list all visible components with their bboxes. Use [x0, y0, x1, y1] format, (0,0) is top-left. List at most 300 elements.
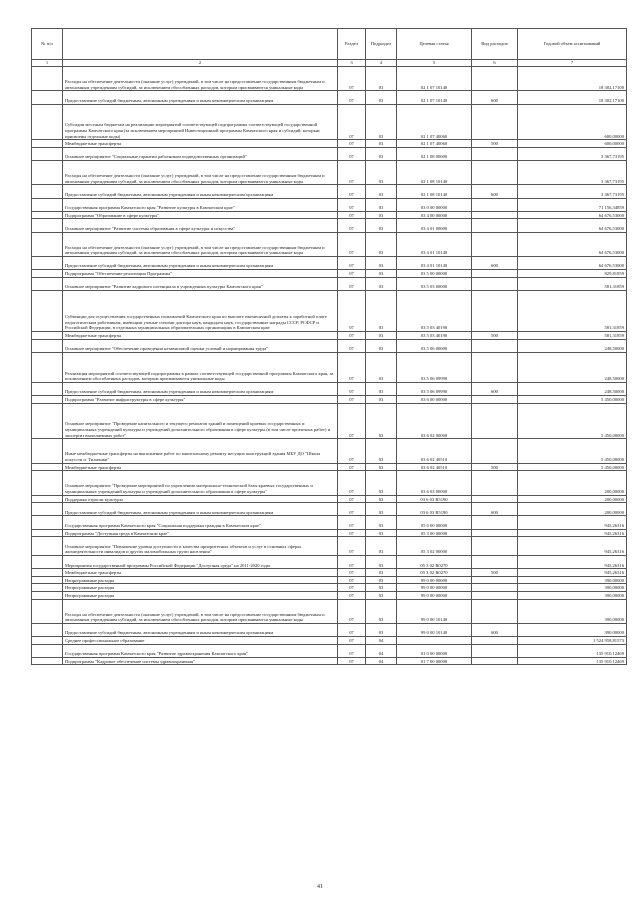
row-number-cell	[32, 67, 63, 91]
table-row	[32, 516, 627, 529]
header-number: № п/п	[32, 29, 63, 60]
expense-type-cell	[472, 657, 518, 665]
target-article-cell	[397, 637, 472, 645]
expense-name-cell: Субсидии местным бюджетам на реализацию мероприятий соответствующей подпрограммы соответствующей государственной программы Камчатского края (за исключением мероприятий Инвестиционной программы Камчатского края и субсидий, которым присвоены отдельные коды)	[63, 104, 338, 140]
section-code-cell: 07	[338, 352, 366, 382]
section-code-cell: 07	[338, 198, 366, 211]
target-article-cell: 01 7 00 00000	[397, 657, 472, 665]
table-row	[32, 104, 627, 140]
amount-cell: 248,50000	[518, 352, 627, 382]
expense-name-cell: Непрограммные расходы	[63, 591, 338, 599]
amount-cell: 390,00000	[518, 584, 627, 592]
table-row	[32, 495, 627, 503]
expense-type-cell	[472, 270, 518, 278]
target-article-cell: 02 1 07 40060	[397, 140, 472, 148]
expense-type-cell: 600	[472, 382, 518, 395]
expense-name-cell: Предоставление субсидий бюджетным, автономным учреждениям и иным некоммерческим организациям	[63, 91, 338, 104]
amount-cell: 18 302,17100	[518, 91, 627, 104]
amount-cell: 5 450,00000	[518, 439, 627, 463]
column-number: 2	[63, 60, 338, 67]
row-number-cell	[32, 623, 63, 636]
header-expense-type: Вид расходов	[472, 29, 518, 60]
target-article-cell: 03 4 01 10140	[397, 256, 472, 269]
target-article-cell: 03 4 01 10140	[397, 232, 472, 256]
table-header-row	[32, 29, 627, 60]
target-article-cell: 03 6 03 R5190	[397, 495, 472, 503]
expense-name-cell: Основное мероприятие "Обеспечение проведения независимой оценки условий и нормирования труда"	[63, 339, 338, 352]
section-code-cell: 07	[338, 471, 366, 495]
expense-type-cell	[472, 277, 518, 290]
expense-name-cell: Государственная программа Камчатского края "Развитие здравоохранения Камчатского края"	[63, 644, 338, 657]
row-number-cell	[32, 657, 63, 665]
header-subsection: Подраздел	[366, 29, 397, 60]
amount-cell: 581,31859	[518, 332, 627, 340]
subsection-code-cell: 03	[366, 339, 397, 352]
expense-type-cell	[472, 644, 518, 657]
column-number-row	[32, 60, 627, 67]
expense-name-cell: Государственная программа Камчатского края "Развитие культуры в Камчатском крае"	[63, 198, 338, 211]
target-article-cell: 03 5 03 40190	[397, 290, 472, 331]
subsection-code-cell: 03	[366, 495, 397, 503]
amount-cell: 945,26316	[518, 569, 627, 577]
target-article-cell: 99 0 00 10140	[397, 623, 472, 636]
expense-name-cell: Расходы на обеспечение деятельности (оказание услуг) учреждений, в том числе на предоставление государственным бюджетным и автономным учреждениям субсидий, за исключением обособленных расходов, которым присваиваются уникальные коды	[63, 232, 338, 256]
subsection-code-cell: 03	[366, 147, 397, 160]
expense-name-cell: Подпрограмма "Кадровое обеспечение системы здравоохранения"	[63, 657, 338, 665]
column-number: 1	[32, 60, 63, 67]
expense-type-cell	[472, 555, 518, 568]
target-article-cell: 05 3 02 00000	[397, 537, 472, 556]
subsection-code-cell: 03	[366, 555, 397, 568]
expense-name-cell: Предоставление субсидий бюджетным, автономным учреждениям и иным некоммерческим организациям	[63, 382, 338, 395]
target-article-cell: 03 6 03 R5190	[397, 503, 472, 516]
row-number-cell	[32, 584, 63, 592]
target-article-cell: 05 3 02 R0270	[397, 555, 472, 568]
subsection-code-cell: 04	[366, 644, 397, 657]
table-row	[32, 569, 627, 577]
section-code-cell: 07	[338, 463, 366, 471]
row-number-cell	[32, 439, 63, 463]
amount-cell: 3 367,73195	[518, 185, 627, 198]
row-number-cell	[32, 591, 63, 599]
table-row	[32, 503, 627, 516]
expense-name-cell: Субвенции для осуществления государственных полномочий Камчатского края по выплате ежемесячной доплаты к заработной плате педагогическим работникам, имеющим ученые степени доктора наук, кандидата наук, государственные награды СССР, РСФСР и Российской Федерации, в отдельных муниципальных образовательных организациях в Камчатском крае	[63, 290, 338, 331]
table-row	[32, 147, 627, 160]
table-row	[32, 339, 627, 352]
table-row	[32, 290, 627, 331]
row-number-cell	[32, 104, 63, 140]
table-row	[32, 277, 627, 290]
section-code-cell: 07	[338, 277, 366, 290]
expense-type-cell: 600	[472, 185, 518, 198]
row-number-cell	[32, 396, 63, 404]
subsection-code-cell: 03	[366, 185, 397, 198]
table-row	[32, 232, 627, 256]
table-row	[32, 657, 627, 665]
amount-cell: 64 676,53000	[518, 219, 627, 232]
table-row	[32, 382, 627, 395]
target-article-cell: 99 0 00 10140	[397, 599, 472, 623]
section-code-cell: 07	[338, 637, 366, 645]
amount-cell: 581,31859	[518, 277, 627, 290]
section-code-cell: 07	[338, 591, 366, 599]
section-code-cell: 07	[338, 657, 366, 665]
expense-name-cell: Среднее профессиональное образование	[63, 637, 338, 645]
expense-name-cell: Подпрограмма "Образование в сфере культуры"	[63, 211, 338, 219]
target-article-cell: 99 0 00 00000	[397, 584, 472, 592]
expense-type-cell	[472, 516, 518, 529]
section-code-cell: 07	[338, 211, 366, 219]
subsection-code-cell: 03	[366, 576, 397, 584]
subsection-code-cell: 03	[366, 270, 397, 278]
amount-cell: 600,00000	[518, 140, 627, 148]
table-row	[32, 403, 627, 439]
subsection-code-cell: 04	[366, 657, 397, 665]
table-row	[32, 623, 627, 636]
table-row	[32, 198, 627, 211]
amount-cell: 200,00000	[518, 471, 627, 495]
section-code-cell: 07	[338, 339, 366, 352]
table-row	[32, 67, 627, 91]
subsection-code-cell: 03	[366, 591, 397, 599]
header-section: Раздел	[338, 29, 366, 60]
subsection-code-cell: 03	[366, 599, 397, 623]
expense-type-cell: 600	[472, 256, 518, 269]
subsection-code-cell: 03	[366, 396, 397, 404]
subsection-code-cell: 03	[366, 471, 397, 495]
table-body	[32, 67, 627, 665]
expense-name-cell: Межбюджетные трансферты	[63, 569, 338, 577]
section-code-cell: 07	[338, 232, 366, 256]
row-number-cell	[32, 160, 63, 184]
subsection-code-cell: 03	[366, 352, 397, 382]
section-code-cell: 07	[338, 140, 366, 148]
row-number-cell	[32, 219, 63, 232]
table-row	[32, 352, 627, 382]
table-row	[32, 270, 627, 278]
expense-name-cell: Иные межбюджетные трансферты на выполнение работ по капитальному ремонту несущих конструкций здания МБУ ДО "Школа искусств п. Тиличики"	[63, 439, 338, 463]
target-article-cell: 03 6 02 40510	[397, 439, 472, 463]
subsection-code-cell: 03	[366, 219, 397, 232]
section-code-cell: 07	[338, 91, 366, 104]
expense-name-cell: Непрограммные расходы	[63, 584, 338, 592]
target-article-cell: 03 5 00 00000	[397, 270, 472, 278]
section-code-cell: 07	[338, 623, 366, 636]
target-article-cell: 03 6 03 00000	[397, 471, 472, 495]
target-article-cell: 03 5 03 00000	[397, 277, 472, 290]
target-article-cell: 03 6 02 40510	[397, 463, 472, 471]
table-row	[32, 439, 627, 463]
row-number-cell	[32, 644, 63, 657]
row-number-cell	[32, 503, 63, 516]
subsection-code-cell: 03	[366, 160, 397, 184]
expense-name-cell: Основное мероприятие "Развитие системы образования в сфере культуры и искусства"	[63, 219, 338, 232]
section-code-cell: 07	[338, 537, 366, 556]
amount-cell: 64 676,53000	[518, 232, 627, 256]
expense-type-cell	[472, 396, 518, 404]
expense-name-cell: Подпрограмма "Доступная среда в Камчатском крае"	[63, 529, 338, 537]
expense-name-cell: Предоставление субсидий бюджетным, автономным учреждениям и иным некоммерческим организациям	[63, 503, 338, 516]
table-row	[32, 644, 627, 657]
row-number-cell	[32, 256, 63, 269]
row-number-cell	[32, 495, 63, 503]
section-code-cell: 07	[338, 332, 366, 340]
amount-cell: 200,00000	[518, 495, 627, 503]
row-number-cell	[32, 352, 63, 382]
expense-name-cell: Реализация мероприятий соответствующей подпрограммы в рамках соответствующей государственной программы Камчатского края, за исключением обособленных расходов, которым присваиваются уникальные коды	[63, 352, 338, 382]
table-row	[32, 463, 627, 471]
subsection-code-cell: 03	[366, 67, 397, 91]
header-target-article: Целевая статья	[397, 29, 472, 60]
expense-type-cell	[472, 537, 518, 556]
subsection-code-cell: 03	[366, 463, 397, 471]
expense-type-cell	[472, 67, 518, 91]
row-number-cell	[32, 382, 63, 395]
target-article-cell: 02 1 08 00000	[397, 147, 472, 160]
target-article-cell: 05 0 00 00000	[397, 516, 472, 529]
amount-cell: 1 524 958,81573	[518, 637, 627, 645]
amount-cell: 600,00000	[518, 104, 627, 140]
expense-name-cell: Подпрограмма "Обеспечение реализации Программы"	[63, 270, 338, 278]
expense-type-cell	[472, 104, 518, 140]
table-row	[32, 576, 627, 584]
expense-name-cell: Предоставление субсидий бюджетным, автономным учреждениям и иным некоммерческим организациям	[63, 256, 338, 269]
row-number-cell	[32, 569, 63, 577]
subsection-code-cell: 03	[366, 211, 397, 219]
table-row	[32, 555, 627, 568]
target-article-cell: 03 6 00 00000	[397, 396, 472, 404]
amount-cell: 3 367,73195	[518, 147, 627, 160]
section-code-cell: 07	[338, 516, 366, 529]
expense-type-cell	[472, 529, 518, 537]
row-number-cell	[32, 537, 63, 556]
expense-type-cell	[472, 576, 518, 584]
row-number-cell	[32, 637, 63, 645]
expense-name-cell: Основное мероприятие "Социальные гарантии работникам подведомственных организаций"	[63, 147, 338, 160]
table-row	[32, 211, 627, 219]
row-number-cell	[32, 516, 63, 529]
target-article-cell: 05 3 00 00000	[397, 529, 472, 537]
expense-type-cell: 500	[472, 140, 518, 148]
header-name	[63, 29, 338, 60]
subsection-code-cell: 03	[366, 91, 397, 104]
target-article-cell: 03 6 02 00000	[397, 403, 472, 439]
amount-cell: 945,26316	[518, 529, 627, 537]
section-code-cell: 07	[338, 403, 366, 439]
expense-type-cell	[472, 471, 518, 495]
expense-type-cell: 600	[472, 503, 518, 516]
section-code-cell: 07	[338, 185, 366, 198]
row-number-cell	[32, 471, 63, 495]
expense-type-cell	[472, 352, 518, 382]
expense-type-cell	[472, 403, 518, 439]
subsection-code-cell: 04	[366, 637, 397, 645]
table-row	[32, 160, 627, 184]
row-number-cell	[32, 211, 63, 219]
amount-cell: 5 450,00000	[518, 463, 627, 471]
section-code-cell: 07	[338, 584, 366, 592]
amount-cell: 5 450,00000	[518, 403, 627, 439]
row-number-cell	[32, 403, 63, 439]
section-code-cell: 07	[338, 290, 366, 331]
table-row	[32, 529, 627, 537]
expense-type-cell	[472, 439, 518, 463]
expense-type-cell	[472, 637, 518, 645]
expense-name-cell: Предоставление субсидий бюджетным, автономным учреждениям и иным некоммерческим организациям	[63, 623, 338, 636]
expense-name-cell: Основное мероприятие "Развитие кадрового потенциала в учреждениях культуры Камчатского края"	[63, 277, 338, 290]
expense-type-cell: 600	[472, 623, 518, 636]
row-number-cell	[32, 576, 63, 584]
target-article-cell: 02 1 08 10140	[397, 160, 472, 184]
amount-cell: 390,00000	[518, 576, 627, 584]
target-article-cell: 02 1 08 10140	[397, 185, 472, 198]
subsection-code-cell: 03	[366, 382, 397, 395]
target-article-cell: 99 0 00 00000	[397, 576, 472, 584]
subsection-code-cell: 03	[366, 256, 397, 269]
section-code-cell: 07	[338, 382, 366, 395]
section-code-cell: 07	[338, 439, 366, 463]
subsection-code-cell: 03	[366, 439, 397, 463]
expense-name-cell: Основное мероприятие "Проведение мероприятий по укреплению материально-технической базы краевых государственных и муниципальных учреждений культуры и учреждений дополнительного образования в сфере культуры"	[63, 471, 338, 495]
budget-table	[31, 28, 627, 665]
expense-type-cell	[472, 211, 518, 219]
row-number-cell	[32, 198, 63, 211]
amount-cell: 200,00000	[518, 503, 627, 516]
column-number: 3	[338, 60, 366, 67]
target-article-cell: 03 0 00 00000	[397, 198, 472, 211]
subsection-code-cell: 03	[366, 537, 397, 556]
amount-cell: 64 676,53000	[518, 211, 627, 219]
expense-name-cell: Мероприятия государственной программы Российской Федерации "Доступная среда" на 2011-2020 годы	[63, 555, 338, 568]
expense-type-cell	[472, 198, 518, 211]
expense-type-cell	[472, 599, 518, 623]
section-code-cell: 07	[338, 569, 366, 577]
section-code-cell: 07	[338, 599, 366, 623]
target-article-cell: 01 0 00 00000	[397, 644, 472, 657]
amount-cell: 248,50000	[518, 382, 627, 395]
column-number: 7	[518, 60, 627, 67]
section-code-cell: 07	[338, 67, 366, 91]
amount-cell: 390,00000	[518, 623, 627, 636]
table-row	[32, 591, 627, 599]
row-number-cell	[32, 529, 63, 537]
expense-name-cell: Межбюджетные трансферты	[63, 332, 338, 340]
section-code-cell: 07	[338, 644, 366, 657]
amount-cell: 135 910,12469	[518, 657, 627, 665]
row-number-cell	[32, 91, 63, 104]
subsection-code-cell: 03	[366, 104, 397, 140]
expense-type-cell	[472, 591, 518, 599]
target-article-cell: 02 1 07 10140	[397, 91, 472, 104]
amount-cell: 18 302,17100	[518, 67, 627, 91]
subsection-code-cell: 03	[366, 232, 397, 256]
expense-type-cell	[472, 232, 518, 256]
amount-cell: 581,31859	[518, 290, 627, 331]
table-row	[32, 537, 627, 556]
column-number: 5	[397, 60, 472, 67]
expense-type-cell	[472, 290, 518, 331]
amount-cell: 390,00000	[518, 591, 627, 599]
target-article-cell: 03 5 06 00000	[397, 339, 472, 352]
amount-cell: 945,26316	[518, 537, 627, 556]
subsection-code-cell: 03	[366, 584, 397, 592]
row-number-cell	[32, 140, 63, 148]
column-number: 4	[366, 60, 397, 67]
expense-name-cell: Расходы на обеспечение деятельности (оказание услуг) учреждений, в том числе на предоставление государственным бюджетным и автономным учреждениям субсидий, за исключением обособленных расходов, которым присваиваются уникальные коды	[63, 599, 338, 623]
target-article-cell: 05 3 02 R0270	[397, 569, 472, 577]
expense-type-cell	[472, 584, 518, 592]
subsection-code-cell: 03	[366, 503, 397, 516]
section-code-cell: 07	[338, 270, 366, 278]
section-code-cell: 07	[338, 104, 366, 140]
amount-cell: 64 676,53000	[518, 256, 627, 269]
section-code-cell: 07	[338, 256, 366, 269]
row-number-cell	[32, 290, 63, 331]
expense-type-cell	[472, 160, 518, 184]
expense-name-cell: Основное мероприятие "Проведение капитального и текущего ремонтов зданий и помещений краевых государственных и муниципальных учреждений культуры и учреждений дополнительного образования в сфере культуры (в том числе проектных работ) и экспертиз выполненных работ"	[63, 403, 338, 439]
amount-cell: 135 910,12469	[518, 644, 627, 657]
row-number-cell	[32, 147, 63, 160]
table-row	[32, 332, 627, 340]
row-number-cell	[32, 185, 63, 198]
row-number-cell	[32, 555, 63, 568]
expense-name-cell: Государственная программа Камчатского края "Социальная поддержка граждан в Камчатском крае"	[63, 516, 338, 529]
subsection-code-cell: 03	[366, 403, 397, 439]
subsection-code-cell: 03	[366, 290, 397, 331]
expense-type-cell: 500	[472, 569, 518, 577]
row-number-cell	[32, 463, 63, 471]
subsection-code-cell: 03	[366, 332, 397, 340]
row-number-cell	[32, 339, 63, 352]
table-row	[32, 599, 627, 623]
amount-cell: 829,81859	[518, 270, 627, 278]
target-article-cell: 03 5 03 40190	[397, 332, 472, 340]
expense-type-cell	[472, 339, 518, 352]
amount-cell: 3 367,73195	[518, 160, 627, 184]
expense-name-cell: Расходы на обеспечение деятельности (оказание услуг) учреждений, в том числе на предоставление государственным бюджетным и автономным учреждениям субсидий, за исключением обособленных расходов, которым присваиваются уникальные коды	[63, 160, 338, 184]
expense-name-cell: Поддержка отрасли культуры	[63, 495, 338, 503]
expense-name-cell: Предоставление субсидий бюджетным, автономным учреждениям и иным некоммерческим организациям	[63, 185, 338, 198]
amount-cell: 71 156,34859	[518, 198, 627, 211]
amount-cell: 945,26316	[518, 516, 627, 529]
section-code-cell: 07	[338, 503, 366, 516]
subsection-code-cell: 03	[366, 623, 397, 636]
row-number-cell	[32, 277, 63, 290]
amount-cell: 5 450,00000	[518, 396, 627, 404]
row-number-cell	[32, 332, 63, 340]
table-row	[32, 637, 627, 645]
expense-name-cell: Подпрограмма "Развитие инфраструктуры в сфере культуры"	[63, 396, 338, 404]
expense-type-cell: 500	[472, 332, 518, 340]
target-article-cell: 02 1 07 10140	[397, 67, 472, 91]
section-code-cell: 07	[338, 529, 366, 537]
target-article-cell: 03 4 00 00000	[397, 211, 472, 219]
section-code-cell: 07	[338, 495, 366, 503]
section-code-cell: 07	[338, 576, 366, 584]
subsection-code-cell: 03	[366, 140, 397, 148]
expense-type-cell: 600	[472, 91, 518, 104]
section-code-cell: 07	[338, 555, 366, 568]
section-code-cell: 07	[338, 396, 366, 404]
expense-type-cell	[472, 495, 518, 503]
row-number-cell	[32, 270, 63, 278]
target-article-cell: 03 5 06 09990	[397, 352, 472, 382]
target-article-cell: 03 4 01 00000	[397, 219, 472, 232]
amount-cell: 945,26316	[518, 555, 627, 568]
column-number: 6	[472, 60, 518, 67]
subsection-code-cell: 03	[366, 198, 397, 211]
header-annual-amount: Годовой объем ассигнований	[518, 29, 627, 60]
